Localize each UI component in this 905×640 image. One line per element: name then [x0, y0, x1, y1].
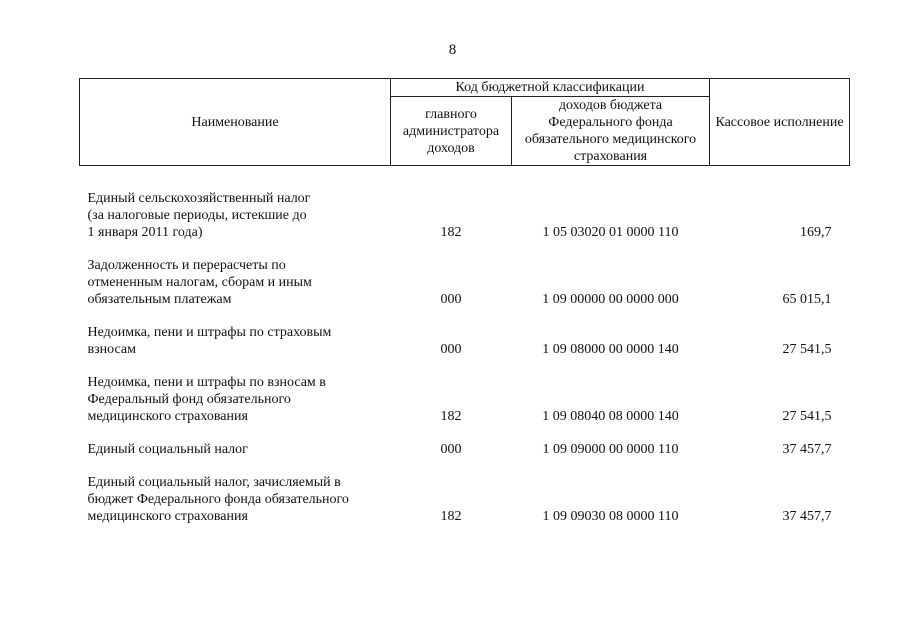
row-cash-execution: 27 541,5	[782, 409, 832, 424]
header-name: Наименование	[80, 79, 391, 166]
row-cash-execution: 37 457,7	[782, 442, 832, 457]
table-row	[80, 425, 850, 458]
header-budget-revenue-code: доходов бюджета Федерального фонда обязательного медицинского страхования	[512, 97, 710, 166]
row-budget-code: 1 09 08000 00 0000 140	[542, 342, 679, 357]
row-name-line: медицинского страхования	[87, 509, 248, 524]
header-main-administrator: главного администратора доходов	[391, 97, 512, 166]
row-budget-code: 1 09 09030 08 0000 110	[542, 509, 679, 524]
header-classification-code: Код бюджетной классификации	[391, 79, 710, 97]
row-name-line: Недоимка, пени и штрафы по страховым	[87, 325, 332, 340]
row-admin-code: 000	[440, 442, 462, 457]
table-row	[80, 241, 850, 308]
row-admin-code: 000	[440, 292, 462, 307]
row-name-line: Единый сельскохозяйственный налог	[87, 191, 311, 206]
row-name	[80, 458, 391, 525]
row-budget-code: 1 09 08040 08 0000 140	[542, 409, 679, 424]
table-body	[80, 166, 850, 526]
row-name-line: Единый социальный налог, зачисляемый в	[87, 475, 341, 490]
row-cash-execution: 27 541,5	[782, 342, 832, 357]
row-name	[80, 425, 391, 458]
page-number: 8	[448, 42, 457, 58]
row-name-line: обязательным платежам	[87, 292, 232, 307]
row-admin-code: 000	[440, 342, 462, 357]
row-name	[80, 241, 391, 308]
row-name	[80, 308, 391, 358]
table-row	[80, 358, 850, 425]
row-admin-code: 182	[440, 509, 462, 524]
row-name-line: Федеральный фонд обязательного	[87, 392, 291, 407]
row-budget-code: 1 09 00000 00 0000 000	[542, 292, 679, 307]
row-name-line: взносам	[87, 342, 136, 357]
row-cash-execution: 169,7	[800, 225, 832, 240]
row-admin-code: 182	[440, 409, 462, 424]
row-admin-code: 182	[440, 225, 462, 240]
row-name-line: медицинского страхования	[87, 409, 248, 424]
row-name-line: отмененным налогам, сборам и иным	[87, 275, 312, 290]
row-name-line: бюджет Федерального фонда обязательного	[87, 492, 349, 507]
row-name-line: Единый социальный налог	[87, 442, 248, 457]
row-name-line: 1 января 2011 года)	[87, 225, 203, 240]
table-header	[80, 79, 850, 166]
row-name-line: (за налоговые периоды, истекшие до	[87, 208, 307, 223]
row-name	[80, 190, 391, 241]
row-cash-execution: 65 015,1	[782, 292, 832, 307]
row-name-line: Задолженность и перерасчеты по	[87, 258, 286, 273]
row-cash-execution: 37 457,7	[782, 509, 832, 524]
budget-table	[79, 78, 850, 525]
header-cash-execution: Кассовое исполнение	[710, 79, 850, 166]
row-budget-code: 1 05 03020 01 0000 110	[542, 225, 679, 240]
table-row	[80, 190, 850, 241]
table-row	[80, 458, 850, 525]
row-name-line: Недоимка, пени и штрафы по взносам в	[87, 375, 326, 390]
table-row	[80, 308, 850, 358]
row-budget-code: 1 09 09000 00 0000 110	[542, 442, 679, 457]
row-name	[80, 358, 391, 425]
